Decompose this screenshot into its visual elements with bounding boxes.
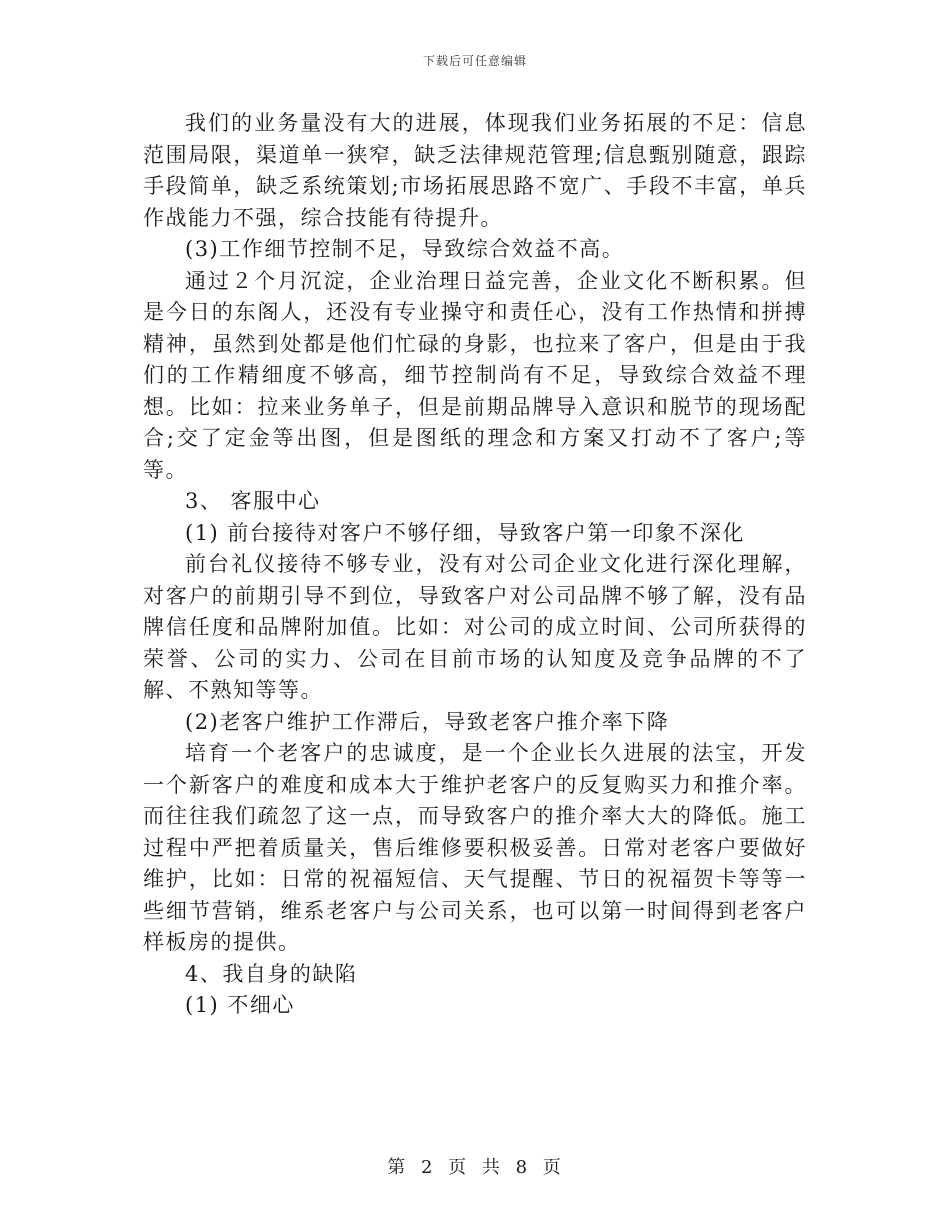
heading-not-careful: (1) 不细心 (185, 993, 295, 1017)
heading-old-customers: (2)老客户维护工作滞后，导致老客户推介率下降 (185, 709, 670, 734)
heading-own-defects: 4、我自身的缺陷 (185, 961, 358, 986)
heading-customer-service: 3、 客服中心 (185, 489, 321, 513)
paragraph-old-customers: 培育一个老客户的忠诚度，是一个企业长久进展的法宝，开发一个新客户的难度和成本大于维护老客户的反复购买力和推介率。而往往我们疏忽了这一点，而导致客户的推介率大大的降低。施工过程中严把着质量关，售后维修要积极妥善。日常对老客户要做好维护，比如：日常的祝福短信、天气提醒、节日的祝福贺卡等等一些细节营销，维系老客户与公司关系，也可以第一时间得到老客户样板房的提供。 (143, 741, 807, 954)
paragraph-detail-control: 通过２个月沉淀，企业治理日益完善，企业文化不断积累。但是今日的东阁人，还没有专业操守和责任心，没有工作热情和拼搏精神，虽然到处都是他们忙碌的身影，也拉来了客户，但是由于我们的工作精细度不够高，细节控制尚有不足，导致综合效益不理想。比如：拉来业务单子，但是前期品牌导入意识和脱节的现场配合;交了定金等出图，但是图纸的理念和方案又打动不了客户;等等。 (143, 268, 807, 482)
page-header-note: 下载后可任意编辑 (422, 54, 527, 68)
heading-front-desk: (1) 前台接待对客户不够仔细，导致客户第一印象不深化 (185, 520, 745, 545)
document-body (143, 108, 807, 1022)
paragraph-front-desk: 前台礼仪接待不够专业，没有对公司企业文化进行深化理解，对客户的前期引导不到位，导致客户对公司品牌不够了解，没有品牌信任度和品牌附加值。比如：对公司的成立时间、公司所获得的荣誉、公司的实力、公司在目前市场的认知度及竞争品牌的不了解、不熟知等等。 (143, 552, 807, 702)
page-number: 第 2 页 共 8 页 (387, 1157, 563, 1178)
paragraph-business-shortfall: 我们的业务量没有大的进展，体现我们业务拓展的不足：信息范围局限，渠道单一狭窄，缺乏法律规范管理;信息甄别随意，跟踪手段简单，缺乏系统策划;市场拓展思路不宽广、手段不丰富，单兵作战能力不强，综合技能有待提升。 (143, 111, 807, 230)
heading-detail-control: (3)工作细节控制不足，导致综合效益不高。 (185, 237, 625, 261)
